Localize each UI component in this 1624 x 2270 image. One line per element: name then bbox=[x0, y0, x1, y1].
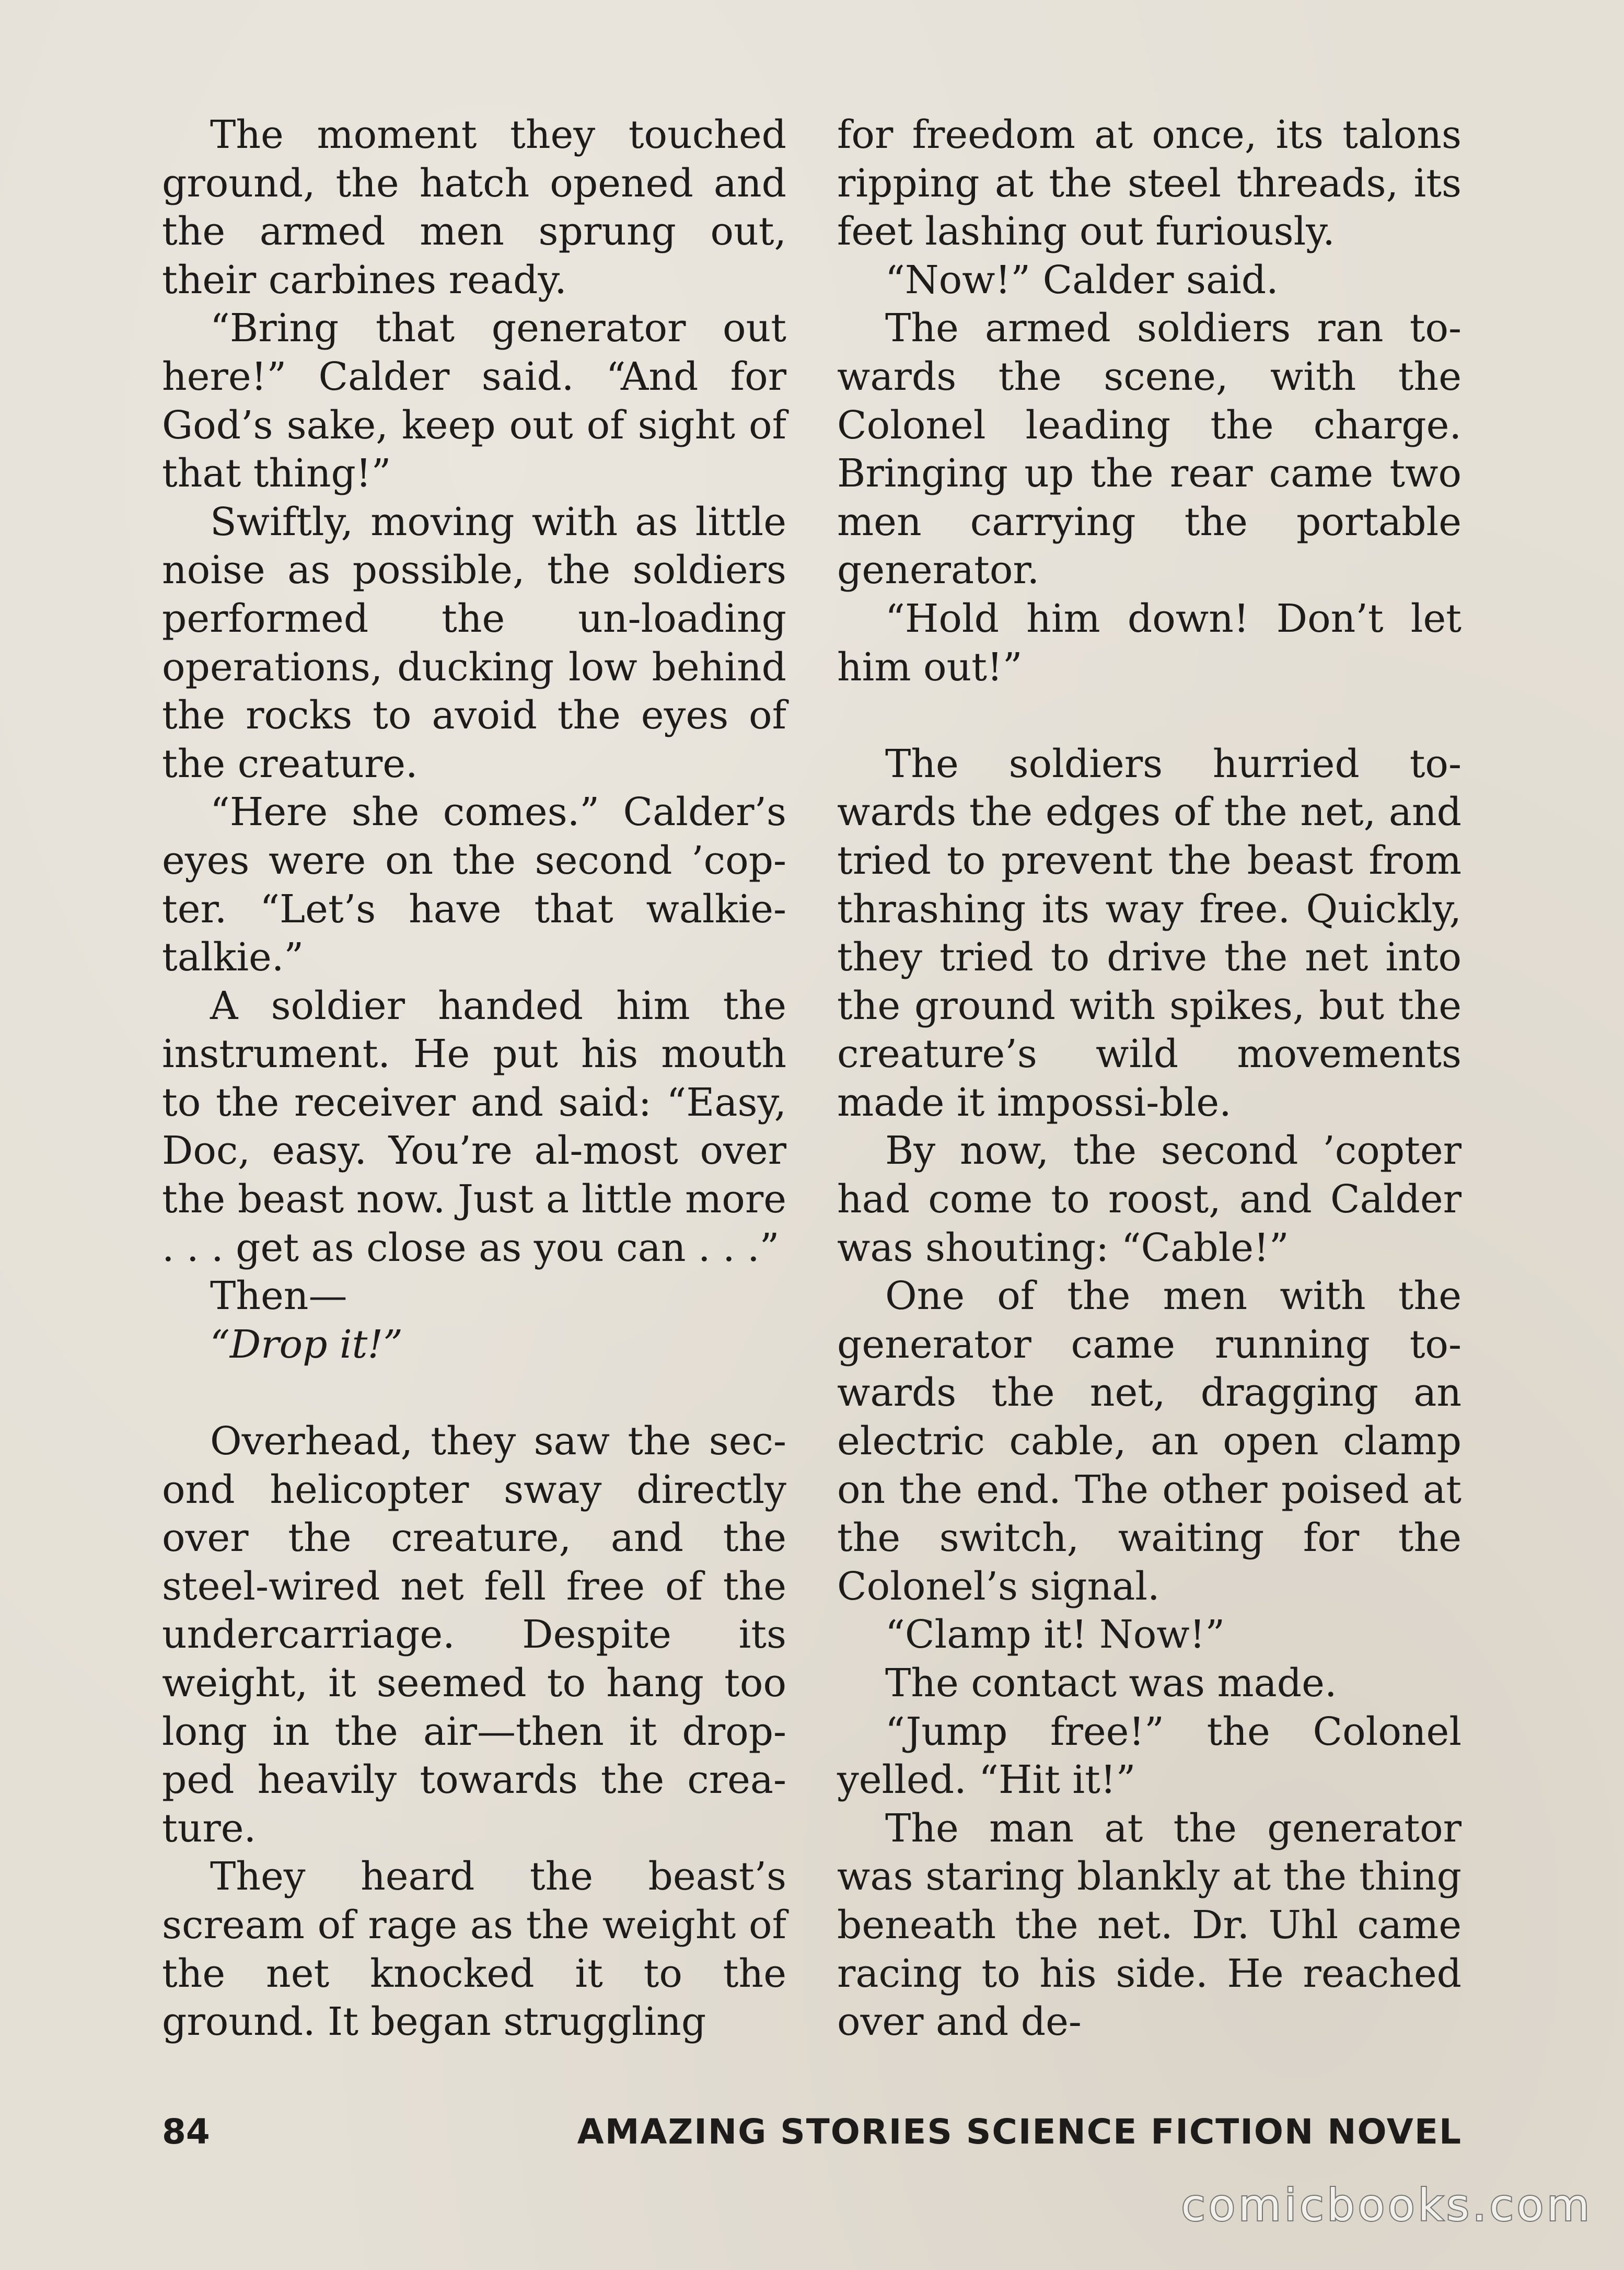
paragraph-italic: “Drop it!” bbox=[210, 1322, 403, 1367]
paragraph: “Hold him down! Don’t let him out!” bbox=[837, 596, 1461, 690]
paragraph-continuation: for freedom at once, its talons ripping at the steel threads, its feet lashing out furiously. bbox=[837, 112, 1461, 254]
paragraph: The armed soldiers ran to-wards the scene, with the Colonel leading the charge. Bringing up the rear came two men carrying the portable generator. bbox=[837, 306, 1461, 593]
page-number: 84 bbox=[162, 2112, 210, 2152]
paragraph: “Jump free!” the Colonel yelled. “Hit it!” bbox=[837, 1709, 1461, 1803]
paragraph: The soldiers hurried to-wards the edges of the net, and tried to prevent the beast from thrashing its way free. Quickly, they tried to drive the net into the ground with spikes, but the creature’s wild movements made it impossi-ble. bbox=[837, 741, 1461, 1125]
paragraph: “Now!” Calder said. bbox=[885, 257, 1279, 303]
paragraph: The man at the generator was staring blankly at the thing beneath the net. Dr. Uhl came racing to his side. He reached over and de- bbox=[837, 1805, 1461, 2045]
left-text-column bbox=[162, 111, 786, 2046]
paragraph: A soldier handed him the instrument. He put his mouth to the receiver and said: “Easy, Doc, easy. You’re al-most over the beast now. Just a little more . . . get as close as you can . . .” bbox=[162, 983, 786, 1270]
paragraph: They heard the beast’s scream of rage as the weight of the net knocked it to the ground. It began struggling bbox=[162, 1854, 786, 2045]
paragraph: By now, the second ’copter had come to roost, and Calder was shouting: “Cable!” bbox=[837, 1128, 1461, 1270]
magazine-title: AMAZING STORIES SCIENCE FICTION NOVEL bbox=[577, 2112, 1462, 2152]
watermark-text: comicbooks.com bbox=[1181, 2180, 1593, 2231]
right-text-column bbox=[837, 111, 1461, 2046]
paragraph: “Clamp it! Now!” bbox=[885, 1612, 1225, 1658]
page-footer bbox=[162, 2109, 1462, 2156]
paragraph: “Here she comes.” Calder’s eyes were on the second ’cop-ter. “Let’s have that walkie-talkie.” bbox=[162, 790, 786, 980]
paragraph: The moment they touched ground, the hatch opened and the armed men sprung out, their carbines ready. bbox=[162, 112, 786, 303]
paragraph: Overhead, they saw the sec-ond helicopter sway directly over the creature, and the steel-wired net fell free of the undercarriage. Despite its weight, it seemed to hang too long in the air—then it drop-ped heavily towards the crea-ture. bbox=[162, 1419, 786, 1851]
paragraph: The contact was made. bbox=[885, 1661, 1337, 1706]
paragraph: “Bring that generator out here!” Calder said. “And for God’s sake, keep out of sight of that thing!” bbox=[162, 306, 786, 496]
paragraph: Then— bbox=[210, 1273, 347, 1319]
paragraph: One of the men with the generator came running to-wards the net, dragging an electric cable, an open clamp on the end. The other poised at the switch, waiting for the Colonel’s signal. bbox=[837, 1273, 1461, 1609]
paragraph: Swiftly, moving with as little noise as possible, the soldiers performed the un-loading operations, ducking low behind the rocks to avoid the eyes of the creature. bbox=[162, 499, 786, 786]
